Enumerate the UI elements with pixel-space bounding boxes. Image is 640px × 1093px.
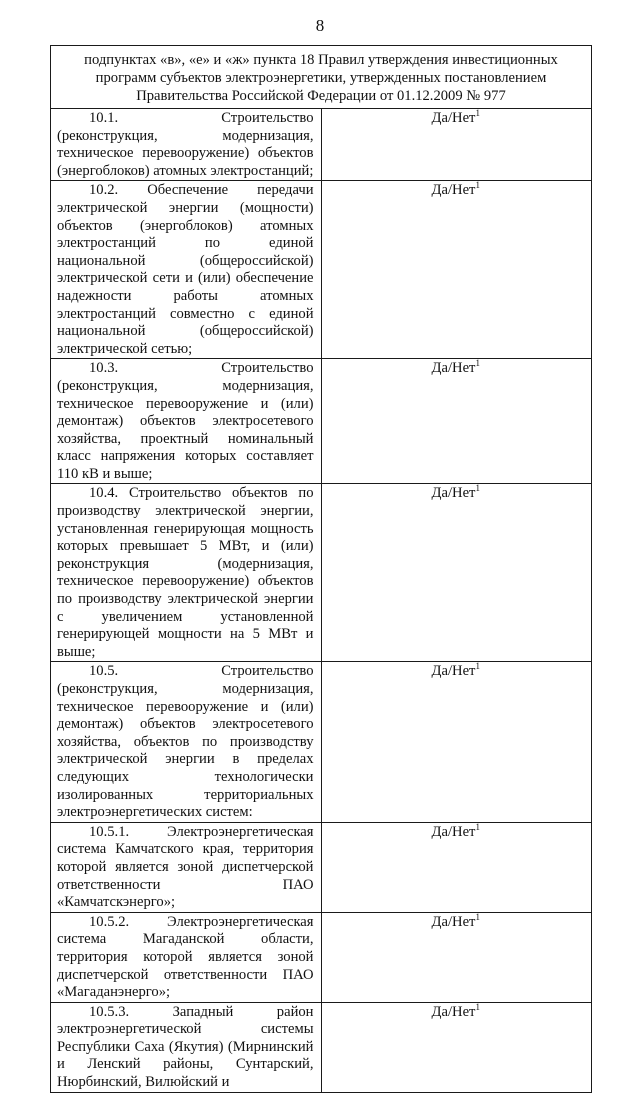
- answer-footnote: 1: [475, 911, 480, 922]
- item-cell: [51, 181, 322, 359]
- item-text: 10.4. Строительство объектов по производству электрической энергии, установленная генерирующая мощность которых превышает 5 МВт, и (или) реконструкция (модернизация, техническое перевооружение) объектов по производству электрической энергии с увеличением установленной генерирующей мощности на 5 МВт и выше;: [57, 485, 314, 660]
- table-row: [51, 109, 592, 181]
- answer-footnote: 1: [475, 1001, 480, 1012]
- item-text: 10.3. Строительство (реконструкция, модернизация, техническое перевооружение и (или) демонтаж) объектов электросетевого хозяйства, проектный номинальный класс напряжения которых составляет 110 кВ и выше;: [57, 360, 314, 482]
- answer-text: Да/Нет: [431, 110, 476, 126]
- answer-footnote: 1: [475, 180, 480, 191]
- answer-cell: [321, 822, 592, 912]
- answer-text: Да/Нет: [431, 485, 476, 502]
- table-row: [51, 181, 592, 359]
- item-text: 10.2. Обеспечение передачи электрической энергии (мощности) объектов (энергоблоков) атомных электростанций по единой национальной (общероссийской) электрической сети и (или) обеспечение надежности работы атомных электростанций совместно с единой национальной (общероссийской) электрической сетью;: [57, 182, 314, 357]
- table-row: [51, 912, 592, 1002]
- page-number: 8: [315, 16, 325, 35]
- item-cell: [51, 109, 322, 181]
- answer-footnote: 1: [475, 661, 480, 672]
- requirements-table: [50, 45, 592, 1093]
- table-row: [51, 484, 592, 662]
- answer-text: Да/Нет: [431, 913, 476, 930]
- item-cell: [51, 662, 322, 822]
- answer-footnote: 1: [475, 358, 480, 369]
- item-cell: [51, 822, 322, 912]
- table-row: [51, 822, 592, 912]
- item-text: 10.5.3. Западный район электроэнергетической системы Республики Саха (Якутия) (Мирнинский и Ленский районы, Сунтарский, Нюрбинский, Вилюйский и: [57, 1003, 314, 1091]
- item-text: 10.5.1. Электроэнергетическая система Камчатского края, территория которой является зоной диспетчерской ответственности ПАО «Камчатскэнерго»;: [57, 823, 314, 911]
- answer-footnote: 1: [475, 821, 480, 832]
- answer-footnote: 1: [475, 483, 480, 494]
- answer-cell: [321, 484, 592, 662]
- answer-text: Да/Нет: [431, 663, 476, 680]
- answer-cell: [321, 912, 592, 1002]
- answer-cell: [321, 109, 592, 181]
- answer-footnote: 1: [475, 108, 480, 118]
- table-row: [51, 359, 592, 484]
- item-cell: [51, 359, 322, 484]
- item-cell: [51, 1002, 322, 1092]
- item-text: 10.1. Строительство (реконструкция, модернизация, техническое перевооружение) объектов (энергоблоков) атомных электростанций;: [57, 110, 314, 179]
- table-header-cell: подпунктах «в», «е» и «ж» пункта 18 Правил утверждения инвестиционных программ субъектов электроэнергетики, утвержденных постановлением Правительства Российской Федерации от 01.12.2009 № 977: [51, 46, 592, 109]
- table-header-row: [51, 46, 592, 109]
- answer-cell: [321, 1002, 592, 1092]
- item-cell: [51, 912, 322, 1002]
- answer-text: Да/Нет: [431, 182, 476, 199]
- answer-cell: [321, 359, 592, 484]
- table-row: [51, 662, 592, 822]
- answer-cell: [321, 181, 592, 359]
- item-text: 10.5.2. Электроэнергетическая система Магаданской области, территория которой является зоной диспетчерской ответственности ПАО «Магаданэнерго»;: [57, 913, 314, 1001]
- item-cell: [51, 484, 322, 662]
- table-row: [51, 1002, 592, 1092]
- item-text: 10.5. Строительство (реконструкция, модернизация, техническое перевооружение и (или) демонтаж) объектов электросетевого хозяйства, объектов по производству электрической энергии в пределах следующих технологически изолированных территориальных электроэнергетических систем:: [57, 663, 314, 821]
- answer-text: Да/Нет: [431, 1003, 476, 1020]
- answer-text: Да/Нет: [431, 823, 476, 840]
- answer-text: Да/Нет: [431, 360, 476, 377]
- answer-cell: [321, 662, 592, 822]
